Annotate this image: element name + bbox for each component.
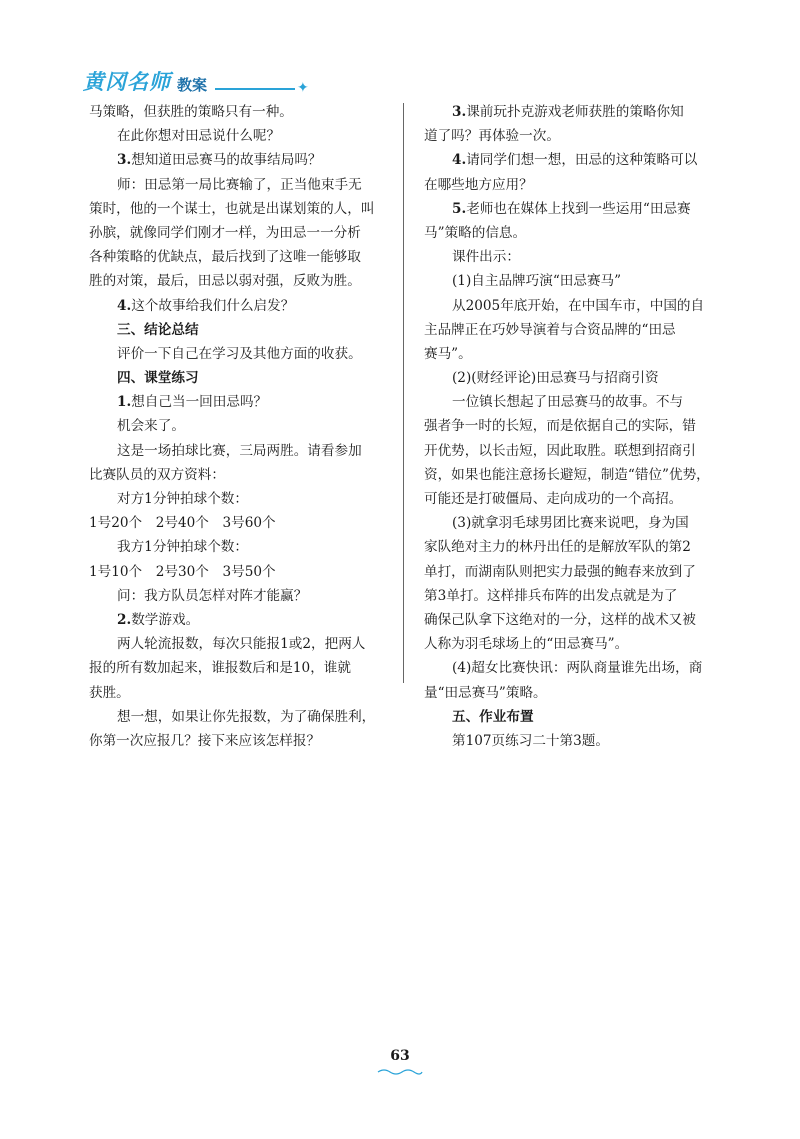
section-heading: 五、作业布置 <box>452 708 534 725</box>
numbered-item: 4.请同学们想一想，田忌的这种策略可以 <box>452 152 698 169</box>
page-number: 63 <box>390 1048 410 1064</box>
text-line: 两人轮流报数，每次只能报1或2，把两人 <box>117 636 366 653</box>
text-line: 从2005年底开始，在中国车市，中国的自 <box>452 297 705 314</box>
text-line: 想一想，如果让你先报数，为了确保胜利， <box>117 708 376 725</box>
page-header <box>83 66 309 96</box>
text-line: (3)就拿羽毛球男团比赛来说吧，身为国 <box>452 515 689 532</box>
text-line: 马”策略的信息。 <box>424 224 527 241</box>
text-line: 人称为羽毛球场上的“田忌赛马”。 <box>424 636 629 653</box>
text-line: 单打，而湖南队则把实力最强的鲍春来放到了 <box>424 563 696 580</box>
text-line: 孙膑，就像同学们刚才一样，为田忌一一分析 <box>89 224 361 241</box>
text-line: 第107页练习二十第3题。 <box>452 732 609 749</box>
numbered-item: 1.想自己当一回田忌吗？ <box>117 394 268 411</box>
text-line: 这是一场拍球比赛，三局两胜。请看参加 <box>117 442 362 459</box>
text-line: 主品牌正在巧妙导演着与合资品牌的“田忌 <box>424 321 676 338</box>
text-line: 评价一下自己在学习及其他方面的收获。 <box>117 345 362 362</box>
star-icon: ✦ <box>297 80 309 96</box>
text-line: 机会来了。 <box>117 418 185 435</box>
text-line: 家队绝对主力的林丹出任的是解放军队的第2 <box>424 539 691 556</box>
column-divider <box>403 103 404 683</box>
text-line: 胜的对策，最后，田忌以弱对强，反败为胜。 <box>89 273 361 290</box>
numbered-item: 3.想知道田忌赛马的故事结局吗？ <box>117 152 322 169</box>
text-line: 1号20个 2号40个 3号60个 <box>89 515 276 532</box>
text-line: (2)(财经评论)田忌赛马与招商引资 <box>452 370 659 387</box>
text-line: 量“田忌赛马”策略。 <box>424 684 547 701</box>
text-line: 可能还是打破僵局、走向成功的一个高招。 <box>424 491 683 507</box>
text-line: 一位镇长想起了田忌赛马的故事。不与 <box>452 394 684 411</box>
numbered-item: 5.老师也在媒体上找到一些运用“田忌赛 <box>452 200 691 217</box>
text-line: 师：田忌第一局比赛输了，正当他束手无 <box>117 176 362 193</box>
text-line: 对方1分钟拍球个数： <box>117 491 248 507</box>
text-line: 在哪些地方应用？ <box>424 176 533 193</box>
numbered-item: 3.课前玩扑克游戏老师获胜的策略你知 <box>452 104 684 120</box>
text-line: 开优势，以长击短，因此取胜。联想到招商引 <box>424 442 696 459</box>
header-rule <box>215 88 295 90</box>
page-number-ornament <box>376 1068 424 1076</box>
text-line: 我方1分钟拍球个数： <box>117 539 248 556</box>
right-column <box>424 100 710 753</box>
numbered-item: 2.数学游戏。 <box>117 611 200 628</box>
text-line: 在此你想对田忌说什么呢？ <box>117 128 281 145</box>
text-line: 强者争一时的长短，而是依据自己的实际，错 <box>424 418 696 435</box>
text-line: 资，如果也能注意扬长避短，制造“错位”优势， <box>424 466 710 483</box>
text-line: 比赛队员的双方资料： <box>89 466 225 483</box>
text-line: 报的所有数加起来，谁报数后和是10，谁就 <box>89 660 351 677</box>
left-column <box>89 100 382 753</box>
text-line: 1号10个 2号30个 3号50个 <box>89 563 276 580</box>
text-line: 你第一次应报几？接下来应该怎样报？ <box>89 732 321 749</box>
text-line: 赛马”。 <box>424 345 472 362</box>
text-line: 策时，他的一个谋士，也就是出谋划策的人，叫 <box>89 200 375 217</box>
numbered-item: 4.这个故事给我们什么启发？ <box>117 297 295 314</box>
text-line: 课件出示： <box>452 249 520 266</box>
brand-logo: 黄冈名师 <box>83 70 171 94</box>
text-line: 问：我方队员怎样对阵才能赢？ <box>117 587 308 604</box>
text-line: 道了吗？再体验一次。 <box>424 128 560 145</box>
text-line: 获胜。 <box>89 684 130 701</box>
text-line: 第3单打。这样排兵布阵的出发点就是为了 <box>424 587 678 604</box>
text-line: (1)自主品牌巧演“田忌赛马” <box>452 273 622 290</box>
section-heading: 三、结论总结 <box>117 321 199 338</box>
text-line: (4)超女比赛快讯：两队商量谁先出场，商 <box>452 660 703 677</box>
section-heading: 四、课堂练习 <box>117 370 199 387</box>
text-line: 确保己队拿下这绝对的一分，这样的战术又被 <box>424 611 696 628</box>
text-line: 马策略，但获胜的策略只有一种。 <box>89 104 293 120</box>
brand-subtitle: 教案 <box>177 76 208 94</box>
text-line: 各种策略的优缺点，最后找到了这唯一能够取 <box>89 249 361 266</box>
